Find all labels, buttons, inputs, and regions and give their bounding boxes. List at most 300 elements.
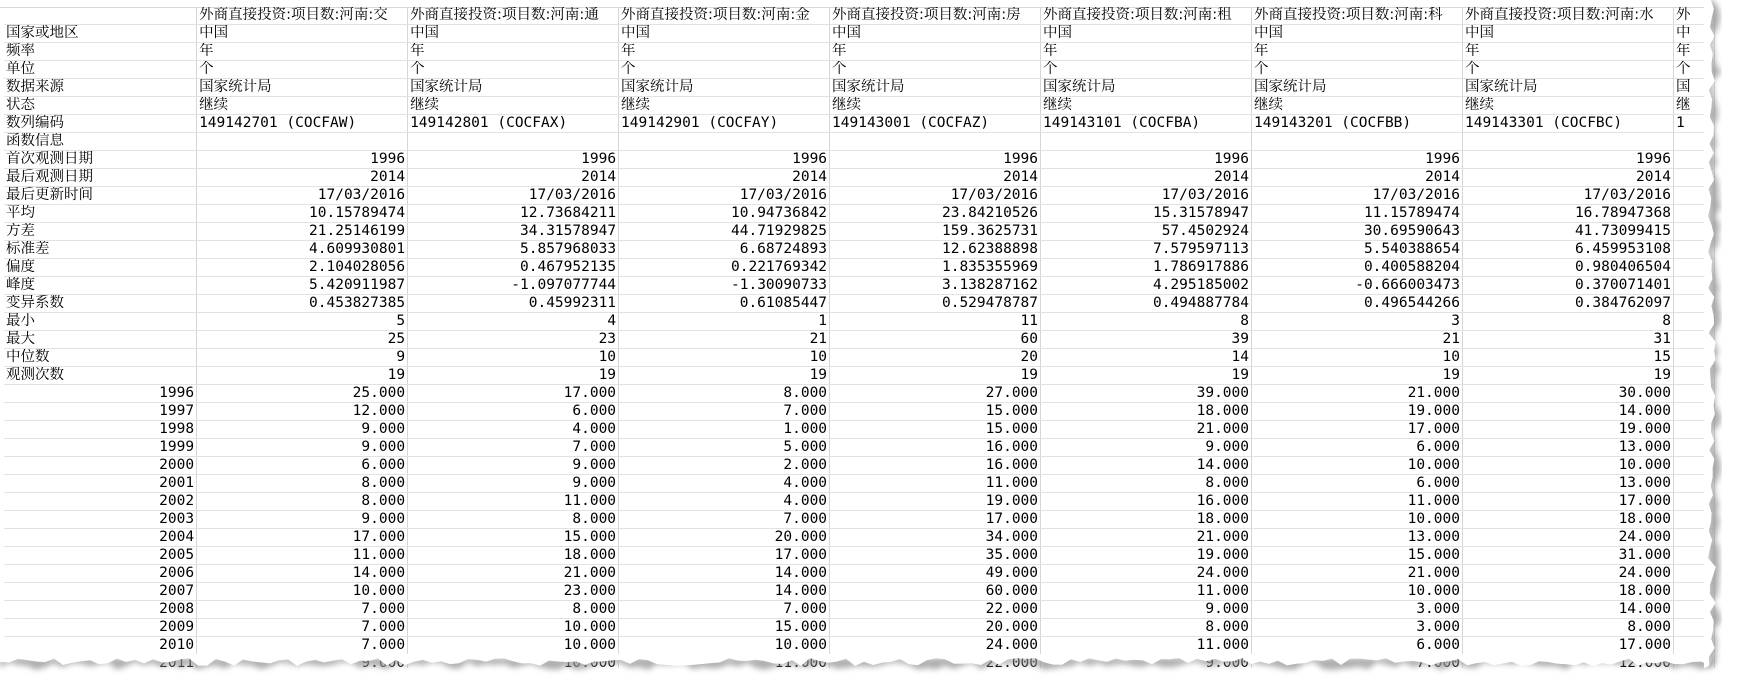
data-cell[interactable]: 49.000 [830,565,1041,583]
meta-value-cell[interactable] [408,133,619,151]
meta-value-cell[interactable]: 17/03/2016 [197,187,408,205]
data-cell[interactable]: 8.000 [1462,619,1673,637]
meta-value-cell[interactable]: 39 [1041,331,1252,349]
meta-value-cell[interactable]: 中国 [408,25,619,43]
meta-value-cell[interactable]: 2014 [1462,169,1673,187]
data-cell[interactable]: 24.000 [1462,529,1673,547]
meta-value-cell[interactable]: 6.68724893 [619,241,830,259]
meta-row [4,43,1715,61]
row-label-cell[interactable]: 标准差 [4,241,197,259]
meta-value-cell[interactable]: 中国 [1041,25,1252,43]
data-cell[interactable]: 8.000 [408,511,619,529]
row-label-cell[interactable]: 状态 [4,97,197,115]
meta-value-cell[interactable]: 5.857968033 [408,241,619,259]
data-cell[interactable]: 9.000 [408,475,619,493]
meta-value-cell[interactable]: 年 [830,43,1041,61]
meta-value-cell[interactable]: 10 [619,349,830,367]
data-cell[interactable]: 5.000 [619,439,830,457]
data-cell[interactable]: 31.000 [1462,547,1673,565]
data-cell[interactable]: 10.000 [1252,583,1463,601]
data-cell[interactable]: 17.000 [197,529,408,547]
data-cell[interactable]: 11.000 [408,493,619,511]
meta-value-cell[interactable]: 1996 [619,151,830,169]
data-cell[interactable]: 17.000 [1252,421,1463,439]
data-cell[interactable]: 6.000 [408,403,619,421]
meta-value-cell[interactable]: 0.980406504 [1462,259,1673,277]
data-cell[interactable]: 7.000 [408,439,619,457]
data-cell[interactable]: 21.000 [1252,385,1463,403]
data-cell[interactable]: 21.000 [1252,565,1463,583]
meta-row [4,259,1715,277]
data-cell[interactable]: 10.000 [1252,511,1463,529]
meta-value-cell[interactable]: 10.15789474 [197,205,408,223]
year-cell[interactable]: 2000 [4,457,197,475]
meta-value-cell[interactable]: 继续 [1252,97,1463,115]
data-cell[interactable]: 7.000 [197,619,408,637]
meta-value-cell[interactable]: 19 [1041,367,1252,385]
row-label-cell[interactable]: 国家或地区 [4,25,197,43]
meta-value-cell[interactable]: 中国 [1252,25,1463,43]
data-cell[interactable]: 39.000 [1041,385,1252,403]
row-label-cell[interactable]: 函数信息 [4,133,197,151]
meta-value-cell[interactable]: 7.579597113 [1041,241,1252,259]
meta-value-cell[interactable]: 个 [830,61,1041,79]
row-label-cell[interactable]: 频率 [4,43,197,61]
meta-value-cell[interactable]: 41.73099415 [1462,223,1673,241]
data-cell[interactable]: 17.000 [408,385,619,403]
data-cell[interactable]: 17.000 [1462,637,1673,655]
data-cell[interactable]: 10.000 [1462,457,1673,475]
year-cell[interactable]: 2005 [4,547,197,565]
row-label-cell[interactable]: 数据来源 [4,79,197,97]
meta-value-cell[interactable]: 23.84210526 [830,205,1041,223]
data-cell[interactable]: 19.000 [1041,547,1252,565]
meta-value-cell[interactable]: 2.104028056 [197,259,408,277]
meta-value-cell[interactable]: 10 [1252,349,1463,367]
meta-value-cell[interactable]: 17/03/2016 [1462,187,1673,205]
meta-value-cell[interactable]: 0.370071401 [1462,277,1673,295]
data-cell[interactable]: 13.000 [1462,475,1673,493]
data-cell[interactable]: 18.000 [1462,511,1673,529]
data-cell[interactable]: 7.000 [197,601,408,619]
meta-value-cell[interactable]: 年 [1462,43,1673,61]
row-label-cell[interactable]: 观测次数 [4,367,197,385]
year-cell[interactable]: 1997 [4,403,197,421]
year-cell[interactable]: 2006 [4,565,197,583]
meta-value-cell[interactable] [1041,133,1252,151]
meta-value-cell[interactable]: 0.453827385 [197,295,408,313]
meta-value-cell[interactable]: 1996 [830,151,1041,169]
data-cell[interactable]: 11.000 [1041,583,1252,601]
data-cell[interactable]: 9.000 [197,439,408,457]
meta-value-cell[interactable]: 11 [830,313,1041,331]
data-cell[interactable]: 11.000 [1041,637,1252,655]
meta-value-cell[interactable]: -0.666003473 [1252,277,1463,295]
data-cell[interactable]: 8.000 [408,601,619,619]
meta-value-cell[interactable] [1462,133,1673,151]
data-cell[interactable]: 6.000 [1252,439,1463,457]
meta-value-cell[interactable]: 19 [619,367,830,385]
data-cell[interactable]: 24.000 [1462,565,1673,583]
meta-value-cell[interactable]: 中国 [197,25,408,43]
data-cell[interactable]: 10.000 [1252,457,1463,475]
series-title-cell[interactable]: 外商直接投资:项目数:河南:通 [408,7,619,25]
data-cell[interactable]: 9.000 [408,457,619,475]
meta-value-cell[interactable]: 个 [1462,61,1673,79]
table-row [4,493,1715,511]
meta-value-cell[interactable] [197,133,408,151]
meta-value-cell[interactable]: 19 [1462,367,1673,385]
series-title-cell[interactable]: 外商直接投资:项目数:河南:房 [830,7,1041,25]
data-cell[interactable]: 22.000 [830,601,1041,619]
meta-value-cell[interactable]: 6.459953108 [1462,241,1673,259]
data-cell[interactable]: 18.000 [1462,583,1673,601]
meta-value-cell[interactable] [1252,133,1463,151]
data-cell[interactable]: 7.000 [619,601,830,619]
data-cell[interactable]: 14.000 [1462,403,1673,421]
data-cell[interactable]: 13.000 [1252,529,1463,547]
meta-value-cell[interactable]: 1996 [197,151,408,169]
year-cell[interactable]: 1998 [4,421,197,439]
meta-value-cell[interactable]: 21 [1252,331,1463,349]
series-title-cell[interactable]: 外商直接投资:项目数:河南:租 [1041,7,1252,25]
meta-value-cell[interactable]: 19 [1252,367,1463,385]
data-cell[interactable]: 23.000 [408,583,619,601]
meta-value-cell[interactable]: 0.529478787 [830,295,1041,313]
year-cell[interactable]: 2001 [4,475,197,493]
meta-value-cell[interactable]: 2014 [197,169,408,187]
meta-value-cell[interactable]: 30.69590643 [1252,223,1463,241]
data-cell[interactable]: 8.000 [197,475,408,493]
data-cell[interactable]: 9.000 [1041,601,1252,619]
data-cell[interactable]: 8.000 [619,385,830,403]
meta-value-cell[interactable]: 0.61085447 [619,295,830,313]
data-cell[interactable]: 3.000 [1252,619,1463,637]
meta-value-cell[interactable]: 1.786917886 [1041,259,1252,277]
data-cell[interactable]: 21.000 [1041,529,1252,547]
meta-value-cell[interactable]: 1 [619,313,830,331]
meta-value-cell[interactable]: 0.400588204 [1252,259,1463,277]
year-cell[interactable]: 2002 [4,493,197,511]
data-cell[interactable]: 7.000 [619,511,830,529]
data-cell[interactable]: 19.000 [1462,421,1673,439]
meta-value-cell[interactable]: 年 [1252,43,1463,61]
meta-value-cell[interactable]: 4.295185002 [1041,277,1252,295]
meta-value-cell[interactable]: 16.78947368 [1462,205,1673,223]
meta-value-cell[interactable]: 继续 [619,97,830,115]
data-cell[interactable]: 16.000 [830,439,1041,457]
row-label-cell[interactable]: 首次观测日期 [4,151,197,169]
meta-value-cell[interactable]: 继续 [1041,97,1252,115]
meta-value-cell[interactable]: 国家统计局 [1252,79,1463,97]
meta-value-cell[interactable]: 国家统计局 [408,79,619,97]
year-cell[interactable]: 2004 [4,529,197,547]
series-title-cell[interactable]: 外商直接投资:项目数:河南:金 [619,7,830,25]
meta-value-cell[interactable]: 4.609930801 [197,241,408,259]
row-label-cell[interactable]: 峰度 [4,277,197,295]
meta-value-cell[interactable]: 国家统计局 [830,79,1041,97]
meta-value-cell[interactable]: 11.15789474 [1252,205,1463,223]
meta-value-cell[interactable]: 个 [1673,61,1714,79]
data-cell[interactable]: 15.000 [830,403,1041,421]
meta-value-cell[interactable]: 10.94736842 [619,205,830,223]
data-cell[interactable]: 25.000 [197,385,408,403]
year-cell[interactable]: 1999 [4,439,197,457]
meta-value-cell[interactable]: -1.097077744 [408,277,619,295]
meta-value-cell[interactable]: 21 [619,331,830,349]
data-cell[interactable]: 16.000 [1041,493,1252,511]
torn-paper-edge-right [1704,0,1740,689]
meta-value-cell[interactable]: 3 [1252,313,1463,331]
meta-value-cell[interactable]: 0.384762097 [1462,295,1673,313]
meta-value-cell[interactable]: 继续 [1462,97,1673,115]
data-cell[interactable]: 2.000 [619,457,830,475]
meta-value-cell[interactable]: 1.835355969 [830,259,1041,277]
meta-value-cell[interactable]: 年 [197,43,408,61]
year-cell[interactable]: 2007 [4,583,197,601]
year-cell[interactable]: 2010 [4,637,197,655]
data-cell[interactable]: 14.000 [1041,457,1252,475]
data-cell[interactable]: 16.000 [830,457,1041,475]
meta-value-cell[interactable]: 23 [408,331,619,349]
data-cell[interactable]: 4.000 [408,421,619,439]
data-cell[interactable]: 4.000 [619,475,830,493]
meta-value-cell[interactable]: 年 [1673,43,1714,61]
meta-value-cell[interactable]: 14 [1041,349,1252,367]
data-cell[interactable]: 9.000 [197,511,408,529]
meta-value-cell[interactable]: 20 [830,349,1041,367]
meta-value-cell[interactable]: 17/03/2016 [830,187,1041,205]
meta-value-cell[interactable]: 1996 [1462,151,1673,169]
data-cell[interactable]: 20.000 [619,529,830,547]
data-cell[interactable]: 17.000 [1462,493,1673,511]
data-cell[interactable]: 11.000 [1252,493,1463,511]
meta-value-cell[interactable]: 8 [1462,313,1673,331]
data-cell[interactable]: 8.000 [1041,475,1252,493]
meta-value-cell[interactable] [619,133,830,151]
data-cell[interactable]: 8.000 [197,493,408,511]
data-cell[interactable]: 3.000 [1252,601,1463,619]
meta-value-cell[interactable]: 19 [197,367,408,385]
meta-value-cell[interactable]: 12.62388898 [830,241,1041,259]
data-cell[interactable]: 4.000 [619,493,830,511]
data-cell[interactable]: 15.000 [408,529,619,547]
data-cell[interactable]: 60.000 [830,583,1041,601]
data-cell[interactable]: 34.000 [830,529,1041,547]
data-cell[interactable]: 6.000 [197,457,408,475]
data-cell[interactable]: 18.000 [408,547,619,565]
row-label-cell[interactable]: 方差 [4,223,197,241]
meta-value-cell[interactable]: 5.420911987 [197,277,408,295]
year-cell[interactable]: 2009 [4,619,197,637]
meta-value-cell[interactable]: 19 [408,367,619,385]
series-title-cell[interactable]: 外商直接投资:项目数:河南:水 [1462,7,1673,25]
meta-value-cell[interactable]: 2014 [830,169,1041,187]
row-label-cell[interactable]: 变异系数 [4,295,197,313]
meta-value-cell[interactable]: 个 [197,61,408,79]
data-cell[interactable]: 14.000 [197,565,408,583]
data-cell[interactable]: 35.000 [830,547,1041,565]
data-cell[interactable]: 14.000 [619,565,830,583]
series-title-cell[interactable]: 外商直接投资:项目数:河南:交 [197,7,408,25]
meta-value-cell[interactable]: 9 [197,349,408,367]
meta-value-cell[interactable]: 5 [197,313,408,331]
meta-value-cell[interactable]: 159.3625731 [830,223,1041,241]
data-cell[interactable]: 18.000 [1041,511,1252,529]
meta-value-cell[interactable]: 个 [1252,61,1463,79]
data-cell[interactable]: 20.000 [830,619,1041,637]
data-cell[interactable]: 7.000 [619,403,830,421]
row-label-cell[interactable]: 最后更新时间 [4,187,197,205]
meta-value-cell[interactable]: 继 [1673,97,1714,115]
meta-value-cell[interactable]: 0.45992311 [408,295,619,313]
data-cell[interactable]: 21.000 [1041,421,1252,439]
meta-value-cell[interactable]: 21.25146199 [197,223,408,241]
meta-value-cell[interactable]: 17/03/2016 [619,187,830,205]
year-cell[interactable]: 2003 [4,511,197,529]
year-cell[interactable]: 1996 [4,385,197,403]
meta-value-cell[interactable]: 个 [1041,61,1252,79]
data-cell[interactable]: 11.000 [830,475,1041,493]
meta-value-cell[interactable]: 60 [830,331,1041,349]
meta-value-cell[interactable]: 2014 [619,169,830,187]
data-cell[interactable]: 19.000 [830,493,1041,511]
meta-value-cell[interactable]: 2014 [408,169,619,187]
data-cell[interactable]: 7.000 [197,637,408,655]
meta-row [4,331,1715,349]
meta-value-cell[interactable]: 57.4502924 [1041,223,1252,241]
data-cell[interactable]: 9.000 [197,421,408,439]
data-cell[interactable]: 18.000 [1041,403,1252,421]
meta-value-cell[interactable]: 国家统计局 [1462,79,1673,97]
row-label-cell[interactable]: 中位数 [4,349,197,367]
meta-value-cell[interactable]: 44.71929825 [619,223,830,241]
data-cell[interactable]: 17.000 [830,511,1041,529]
row-label-cell[interactable]: 最后观测日期 [4,169,197,187]
meta-value-cell[interactable]: 149143301 (COCFBC) [1462,115,1673,133]
data-cell[interactable]: 27.000 [830,385,1041,403]
data-cell[interactable]: 6.000 [1252,475,1463,493]
meta-value-cell[interactable]: 1996 [1041,151,1252,169]
meta-value-cell[interactable]: 149143101 (COCFBA) [1041,115,1252,133]
data-cell[interactable]: 8.000 [1041,619,1252,637]
meta-value-cell[interactable]: 继续 [408,97,619,115]
meta-value-cell[interactable]: 17/03/2016 [1252,187,1463,205]
meta-value-cell[interactable]: 年 [408,43,619,61]
meta-value-cell[interactable]: 中国 [1462,25,1673,43]
meta-value-cell[interactable]: 19 [830,367,1041,385]
data-cell[interactable]: 12.000 [197,403,408,421]
meta-value-cell[interactable]: 继续 [197,97,408,115]
meta-value-cell[interactable]: 个 [619,61,830,79]
meta-value-cell[interactable]: 149142801 (COCFAX) [408,115,619,133]
data-cell[interactable]: 21.000 [408,565,619,583]
meta-value-cell[interactable]: -1.30090733 [619,277,830,295]
row-label-cell[interactable]: 最小 [4,313,197,331]
meta-value-cell[interactable]: 17/03/2016 [408,187,619,205]
meta-value-cell[interactable]: 149143001 (COCFAZ) [830,115,1041,133]
row-label-cell[interactable]: 平均 [4,205,197,223]
meta-value-cell[interactable]: 1996 [408,151,619,169]
meta-value-cell[interactable]: 4 [408,313,619,331]
data-cell[interactable]: 24.000 [1041,565,1252,583]
meta-value-cell[interactable]: 年 [619,43,830,61]
meta-value-cell[interactable]: 1996 [1252,151,1463,169]
row-label-cell[interactable]: 偏度 [4,259,197,277]
meta-value-cell[interactable]: 中国 [619,25,830,43]
data-cell[interactable]: 10.000 [408,619,619,637]
data-cell[interactable]: 15.000 [619,619,830,637]
meta-value-cell[interactable]: 5.540388654 [1252,241,1463,259]
meta-value-cell[interactable]: 国家统计局 [1041,79,1252,97]
meta-value-cell[interactable]: 国家统计局 [619,79,830,97]
data-cell[interactable]: 14.000 [1462,601,1673,619]
data-cell[interactable]: 10.000 [619,637,830,655]
data-cell[interactable]: 11.000 [197,547,408,565]
meta-value-cell[interactable]: 3.138287162 [830,277,1041,295]
meta-value-cell[interactable]: 15.31578947 [1041,205,1252,223]
meta-value-cell[interactable]: 8 [1041,313,1252,331]
data-cell[interactable]: 6.000 [1252,637,1463,655]
corner-cell[interactable] [4,7,197,25]
meta-value-cell[interactable]: 继续 [830,97,1041,115]
meta-value-cell[interactable]: 149142901 (COCFAY) [619,115,830,133]
meta-value-cell[interactable]: 25 [197,331,408,349]
row-label-cell[interactable]: 单位 [4,61,197,79]
meta-value-cell[interactable]: 2014 [1252,169,1463,187]
meta-value-cell[interactable]: 15 [1462,349,1673,367]
series-title-cell[interactable]: 外商直接投资:项目数:河南:科 [1252,7,1463,25]
data-cell[interactable]: 15.000 [1252,547,1463,565]
year-cell[interactable]: 2008 [4,601,197,619]
meta-value-cell[interactable] [830,133,1041,151]
data-cell[interactable]: 24.000 [830,637,1041,655]
meta-value-cell[interactable]: 34.31578947 [408,223,619,241]
data-cell[interactable]: 10.000 [197,583,408,601]
meta-value-cell[interactable]: 0.221769342 [619,259,830,277]
meta-value-cell[interactable]: 2014 [1041,169,1252,187]
data-cell[interactable]: 19.000 [1252,403,1463,421]
meta-value-cell[interactable]: 0.496544266 [1252,295,1463,313]
data-cell[interactable]: 30.000 [1462,385,1673,403]
data-cell[interactable]: 15.000 [830,421,1041,439]
data-cell[interactable]: 10.000 [408,637,619,655]
meta-value-cell[interactable]: 12.73684211 [408,205,619,223]
meta-value-cell[interactable]: 31 [1462,331,1673,349]
meta-value-cell[interactable]: 10 [408,349,619,367]
data-cell[interactable]: 1.000 [619,421,830,439]
row-label-cell[interactable]: 最大 [4,331,197,349]
meta-value-cell[interactable]: 1 [1673,115,1714,133]
data-cell[interactable]: 14.000 [619,583,830,601]
meta-value-cell[interactable]: 0.494887784 [1041,295,1252,313]
meta-value-cell[interactable]: 17/03/2016 [1041,187,1252,205]
data-cell[interactable]: 17.000 [619,547,830,565]
meta-value-cell[interactable]: 年 [1041,43,1252,61]
meta-value-cell[interactable]: 中 [1673,25,1714,43]
row-label-cell[interactable]: 数列编码 [4,115,197,133]
meta-value-cell[interactable]: 0.467952135 [408,259,619,277]
data-cell[interactable]: 9.000 [1041,439,1252,457]
meta-value-cell[interactable]: 国家统计局 [197,79,408,97]
data-cell[interactable]: 13.000 [1462,439,1673,457]
meta-value-cell[interactable]: 中国 [830,25,1041,43]
meta-value-cell[interactable]: 149142701 (COCFAW) [197,115,408,133]
meta-value-cell[interactable]: 个 [408,61,619,79]
meta-value-cell[interactable]: 149143201 (COCFBB) [1252,115,1463,133]
meta-value-cell[interactable]: 国 [1673,79,1714,97]
series-title-cell[interactable]: 外 [1673,7,1714,25]
